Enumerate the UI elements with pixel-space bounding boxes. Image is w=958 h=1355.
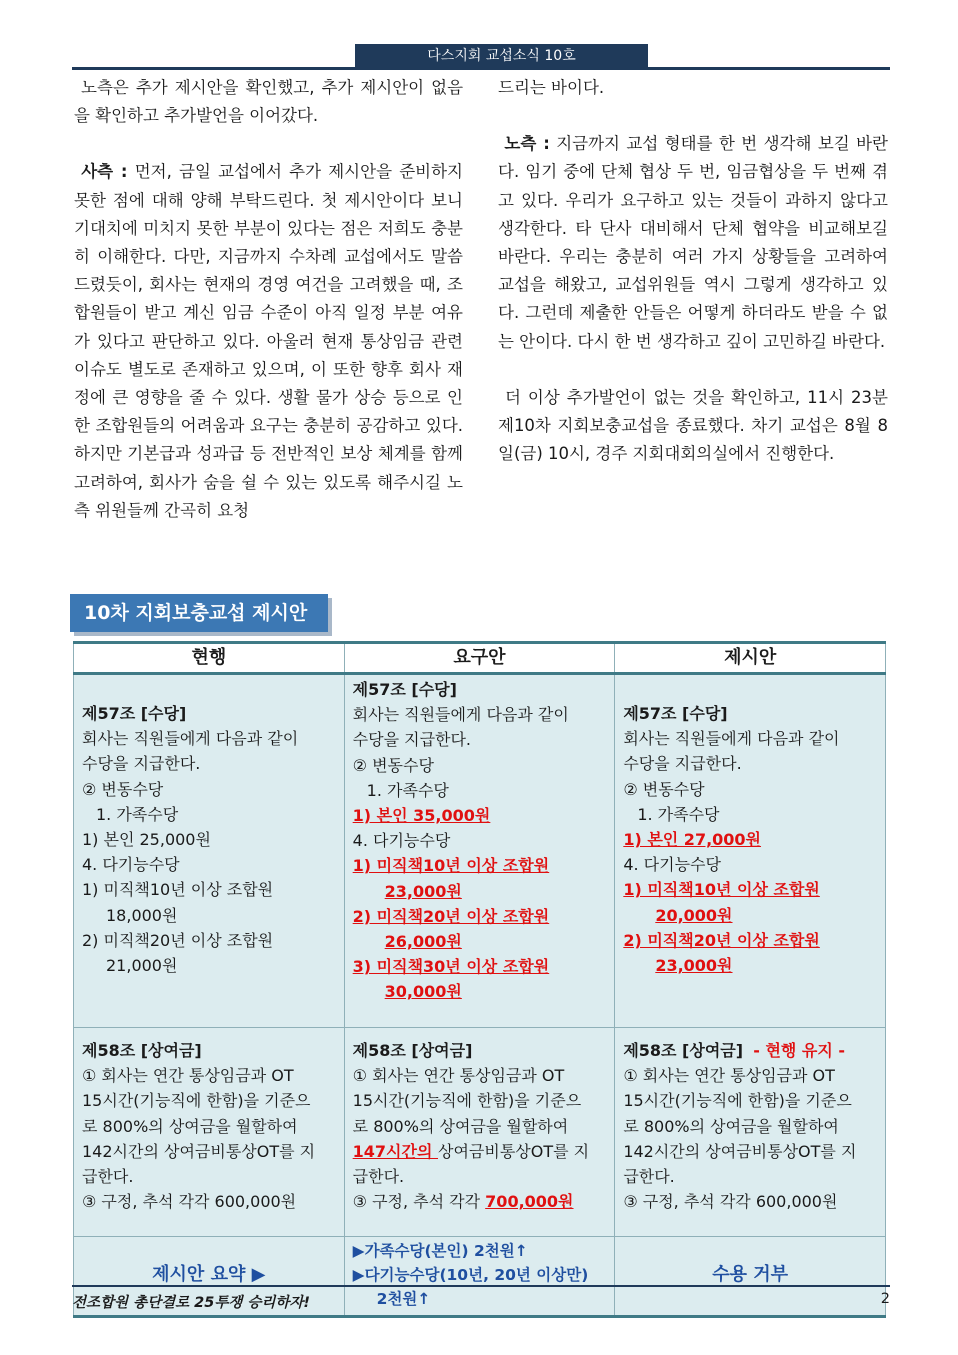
offer-article-58: 제58조 [상여금] - 현행 유지 - ① 회사는 연간 통상임금과 OT 15시간(기능직에 한함)을 기준으 로 800%의 상여금을 월할하여 142시간의 상여금비통상OT를 지 급한다. ③ 구정, 추석 각각 600,000원 — [615, 1028, 886, 1237]
section-title: 10차 지회보충교섭 제시안 — [70, 594, 328, 632]
changed-value: 2) 미직책20년 이상 조합원 — [352, 906, 550, 926]
changed-value: 1) 본인 27,000원 — [623, 830, 762, 850]
right-column — [498, 74, 888, 468]
paragraph: 더 이상 추가발언이 없는 것을 확인하고, 11시 23분 제10차 지회보충교섭을 종료했다. 차기 교섭은 8월 8일(금) 10시, 경주 지회대회의실에서 진행한다. — [498, 387, 888, 464]
header-offer: 제시안 — [615, 643, 886, 674]
newsletter-header — [72, 44, 890, 70]
changed-value: 23,000원 — [384, 881, 462, 901]
changed-value: 30,000원 — [384, 982, 462, 1002]
paragraph: 노측은 추가 제시안을 확인했고, 추가 제시안이 없음을 확인하고 추가발언을 이어갔다. — [74, 78, 464, 126]
current-article-58: 제58조 [상여금] ① 회사는 연간 통상임금과 OT 15시간(기능직에 한함)을 기준으 로 800%의 상여금을 월할하여 142시간의 상여금비통상OT를 지 급한다. ③ 구정, 추석 각각 600,000원 — [74, 1028, 345, 1237]
changed-value: 1) 미직책10년 이상 조합원 — [623, 880, 820, 900]
page-number: 2 — [880, 1291, 890, 1307]
changed-value: 26,000원 — [384, 932, 462, 952]
changed-value: 1) 미직책10년 이상 조합원 — [352, 856, 550, 876]
paragraph: 노측 : 지금까지 교섭 형태를 한 번 생각해 보길 바란다. 임기 중에 단체 협상 두 번, 임금협상을 두 번째 겪고 있다. 우리가 요구하고 있는 것들이 과하지 않다고 생각한다. 타 단사 대비해서 단체 협약을 비교해보길 바란다. 우리는 충분히 여러 가지 상황들을 고려하여 교섭을 해왔고, 교섭위원들 역시 그렇게 생각하고 있다. 그런데 제출한 안들은 어떻게 하더라도 받을 수 없는 안이다. 다시 한 번 생각하고 깊이 고민하길 바란다. — [498, 134, 888, 351]
speaker-label: 노측 : — [504, 134, 550, 154]
footer-rule — [72, 1285, 890, 1287]
status-note: - 현행 유지 - — [753, 1041, 846, 1060]
paragraph: 드리는 바이다. — [498, 78, 605, 97]
header-demand: 요구안 — [344, 643, 615, 674]
summary-label: 제시안 요약 ▶ — [74, 1237, 345, 1317]
changed-value: 20,000원 — [655, 905, 733, 925]
newsletter-title: 다스지회 교섭소식 10호 — [355, 44, 648, 68]
offer-article-57: 제57조 [수당] 회사는 직원들에게 다음과 같이 수당을 지급한다. ② 변동수당 1. 가족수당 1) 본인 27,000원 4. 다기능수당 1) 미직책10년 이상 조합원 20,000원 2) 미직책20년 이상 조합원 23,000원 — [615, 674, 886, 1028]
demand-article-58: 제58조 [상여금] ① 회사는 연간 통상임금과 OT 15시간(기능직에 한함)을 기준으 로 800%의 상여금을 월할하여 147시간의 상여금비통상OT를 지 급한다. ③ 구정, 추석 각각 700,000원 — [344, 1028, 615, 1237]
changed-value: 700,000원 — [485, 1192, 574, 1212]
footer-slogan: 전조합원 총단결로 25투쟁 승리하자! — [72, 1295, 311, 1311]
changed-value: 23,000원 — [655, 956, 733, 976]
summary-result: 수용 거부 — [615, 1237, 886, 1317]
changed-value: 2) 미직책20년 이상 조합원 — [623, 930, 820, 950]
summary-changes: ▶가족수당(본인) 2천원↑ ▶다기능수당(10년, 20년 이상만) 2천원↑ — [344, 1237, 615, 1317]
current-article-57: 제57조 [수당] 회사는 직원들에게 다음과 같이 수당을 지급한다. ② 변동수당 1. 가족수당 1) 본인 25,000원 4. 다기능수당 1) 미직책10년 이상 조합원 18,000원 2) 미직책20년 이상 조합원 21,000원 — [74, 674, 345, 1028]
changed-value: 3) 미직책30년 이상 조합원 — [352, 957, 550, 977]
header-current: 현행 — [74, 643, 345, 674]
speaker-label: 사측 : — [81, 162, 128, 182]
proposal-table — [73, 641, 886, 1318]
paragraph: 사측 : 먼저, 금일 교섭에서 추가 제시안을 준비하지 못한 점에 대해 양해 부탁드린다. 첫 제시안이다 보니 기대치에 미치지 못한 부분이 있다는 점은 저희도 충분히 이해한다. 다만, 지금까지 수차례 교섭에서도 말씀드렸듯이, 회사는 현재의 경영 여건을 고려했을 때, 조합원들이 받고 계신 임금 수준이 아직 일정 부분 여유가 있다고 판단하고 있다. 아울러 현재 통상임금 관련 이슈도 별도로 존재하고 있으며, 이 또한 향후 회사 재정에 큰 영향을 줄 수 있다. 생활 물가 상승 등으로 인한 조합원들의 어려움과 요구는 충분히 공감하고 있다. 하지만 기본급과 성과급 등 전반적인 보상 체계를 함께 고려하여, 회사가 숨을 쉴 수 있는 있도록 해주시길 노측 위원들께 간곡히 요청 — [74, 162, 463, 520]
changed-value: 1) 본인 35,000원 — [352, 806, 491, 826]
left-column — [74, 74, 463, 525]
changed-value: 147시간의 — [352, 1141, 438, 1161]
demand-article-57: 제57조 [수당] 회사는 직원들에게 다음과 같이 수당을 지급한다. ② 변동수당 1. 가족수당 1) 본인 35,000원 4. 다기능수당 1) 미직책10년 이상 조합원 23,000원 2) 미직책20년 이상 조합원 26,000원 3) 미직책30년 이상 조합원 30,000원 — [344, 674, 615, 1028]
